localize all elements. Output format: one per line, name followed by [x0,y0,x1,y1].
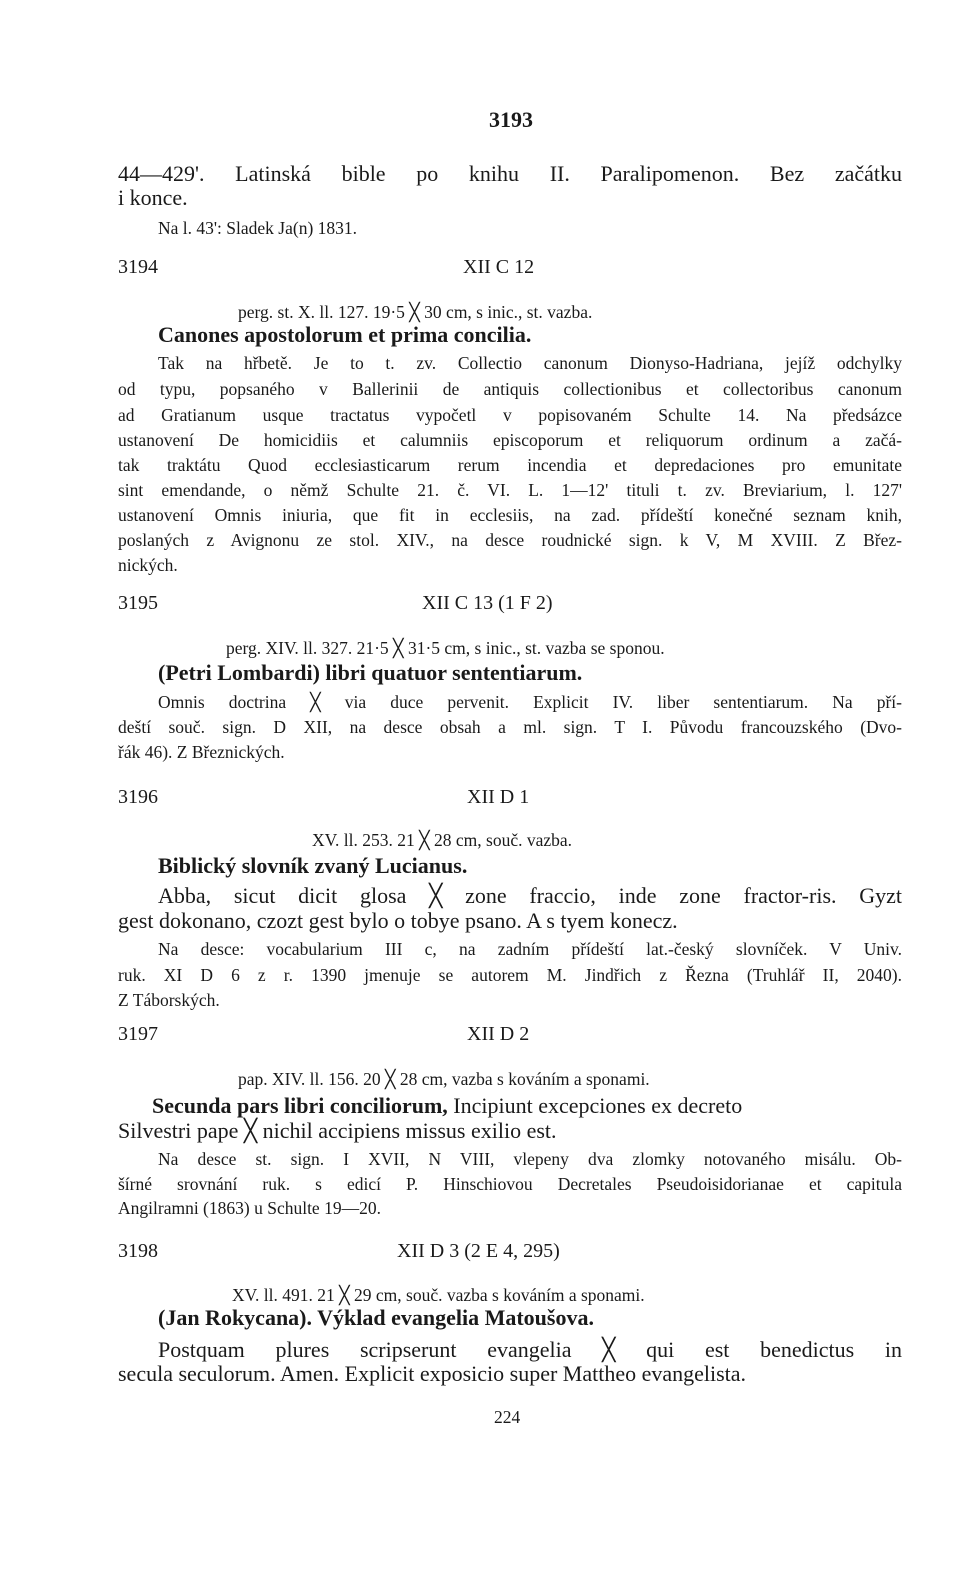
shelfmark: XII D 3 (2 E 4, 295) [397,1240,560,1262]
incipit-line: Postquam plures scripserunt evangelia ╳ qui est benedictus in [158,1337,902,1362]
physical-description: XV. ll. 491. 21 ╳ 29 cm, souč. vazba s kováním a sponami. [232,1285,645,1305]
incipit-line: gest dokonano, czozt gest bylo o tobye psano. A s tyem konecz. [118,908,678,933]
entry-text-line: nických. [118,555,178,575]
entry-text-line: ustanovení De homicidiis et calumniis episcoporum et reliquorum ordinum a začá- [118,430,902,450]
physical-description: XV. ll. 253. 21 ╳ 28 cm, souč. vazba. [312,830,573,850]
entry-text-line: sint emendande, o němž Schulte 21. č. VI. L. 1—12' tituli t. zv. Breviarium, l. 127' [118,480,902,500]
entry-number: 3197 [118,1023,158,1045]
entry-text-line: Tak na hřbetě. Je to t. zv. Collectio canonum Dionyso-Hadriana, jejíž odchylky [158,353,902,373]
entry-text-line: šírné srovnání ruk. s edicí P. Hinschiovou Decretales Pseudoisidorianae et capitula [118,1174,902,1194]
entry-text-line: ruk. XI D 6 z r. 1390 jmenuje se autorem M. Jindřich z Řezna (Truhlář II, 2040). [118,965,902,985]
entry-text-line: ustanovení Omnis iniuria, que fit in ecclesiis, na zad. přídeští konečné seznam knih, [118,505,902,525]
entry-text-line: poslaných z Avignonu ze stol. XIV., na desce roudnické sign. k V, M XVIII. Z Břez- [118,530,902,550]
entry-number: 3198 [118,1240,158,1262]
entry-title: Secunda pars libri conciliorum, [152,1093,448,1118]
incipit-line: secula seculorum. Amen. Explicit exposicio super Mattheo evangelista. [118,1361,747,1386]
physical-description: pap. XIV. ll. 156. 20 ╳ 28 cm, vazba s kováním a sponami. [238,1069,650,1089]
incipit-text: Incipiunt excepciones ex decreto [447,1093,743,1118]
shelfmark: XII C 12 [463,256,535,278]
entry-text-line: Na desce st. sign. I XVII, N VIII, vlepeny dva zlomky notovaného misálu. Ob- [158,1149,902,1169]
entry-number: 3194 [118,256,158,278]
entry-number: 3196 [118,786,158,808]
physical-description: perg. st. X. ll. 127. 19·5 ╳ 30 cm, s inic., st. vazba. [238,302,593,322]
entry-text-line: tak traktátu Quod ecclesiasticarum rerum incendia et depredaciones pro emunitate [118,455,902,475]
entry-text-line: Angilramni (1863) u Schulte 19—20. [118,1198,381,1218]
entry-text-line: od typu, popsaného v Ballerinii de antiquis collectionibus et collectoribus canonum [118,379,902,399]
entry-3193-line-2: i konce. [118,185,188,210]
shelfmark: XII C 13 (1 F 2) [422,592,553,614]
shelfmark: XII D 1 [467,786,530,808]
physical-description: perg. XIV. ll. 327. 21·5 ╳ 31·5 cm, s inic., st. vazba se sponou. [226,638,665,658]
entry-title: Canones apostolorum et prima concilia. [158,322,532,347]
entry-title: Biblický slovník zvaný Lucianus. [158,853,468,878]
entry-text-line: řák 46). Z Březnických. [118,742,285,762]
entry-text-line: ad Gratianum usque tractatus vypočetl v popisovaném Schulte 14. Na předsázce [118,405,902,425]
page-header-number: 3193 [489,107,533,132]
shelfmark: XII D 2 [467,1023,530,1045]
entry-title-line [152,1093,742,1119]
entry-3193-line-1: 44—429'. Latinská bible po knihu II. Paralipomenon. Bez začátku [118,161,902,186]
entry-title: (Petri Lombardi) libri quatuor sententiarum. [158,660,583,685]
entry-text-line: Z Táborských. [118,990,220,1010]
entry-title: (Jan Rokycana). Výklad evangelia Matoušova. [158,1305,594,1330]
entry-text-line: Omnis doctrina ╳ via duce pervenit. Explicit IV. liber sententiarum. Na pří- [158,692,902,712]
incipit-line: Silvestri pape ╳ nichil accipiens missus exilio est. [118,1118,557,1143]
page-footer-number: 224 [494,1407,521,1427]
entry-text-line: deští souč. sign. D XII, na desce obsah a ml. sign. T I. Původu francouzského (Dvo- [118,717,902,737]
entry-number: 3195 [118,592,158,614]
entry-3193-note: Na l. 43': Sladek Ja(n) 1831. [158,218,358,238]
incipit-line: Abba, sicut dicit glosa ╳ zone fraccio, inde zone fractor-ris. Gyzt [158,883,902,908]
entry-text-line: Na desce: vocabularium III c, na zadním přídeští lat.-český slovníček. V Univ. [158,939,902,959]
